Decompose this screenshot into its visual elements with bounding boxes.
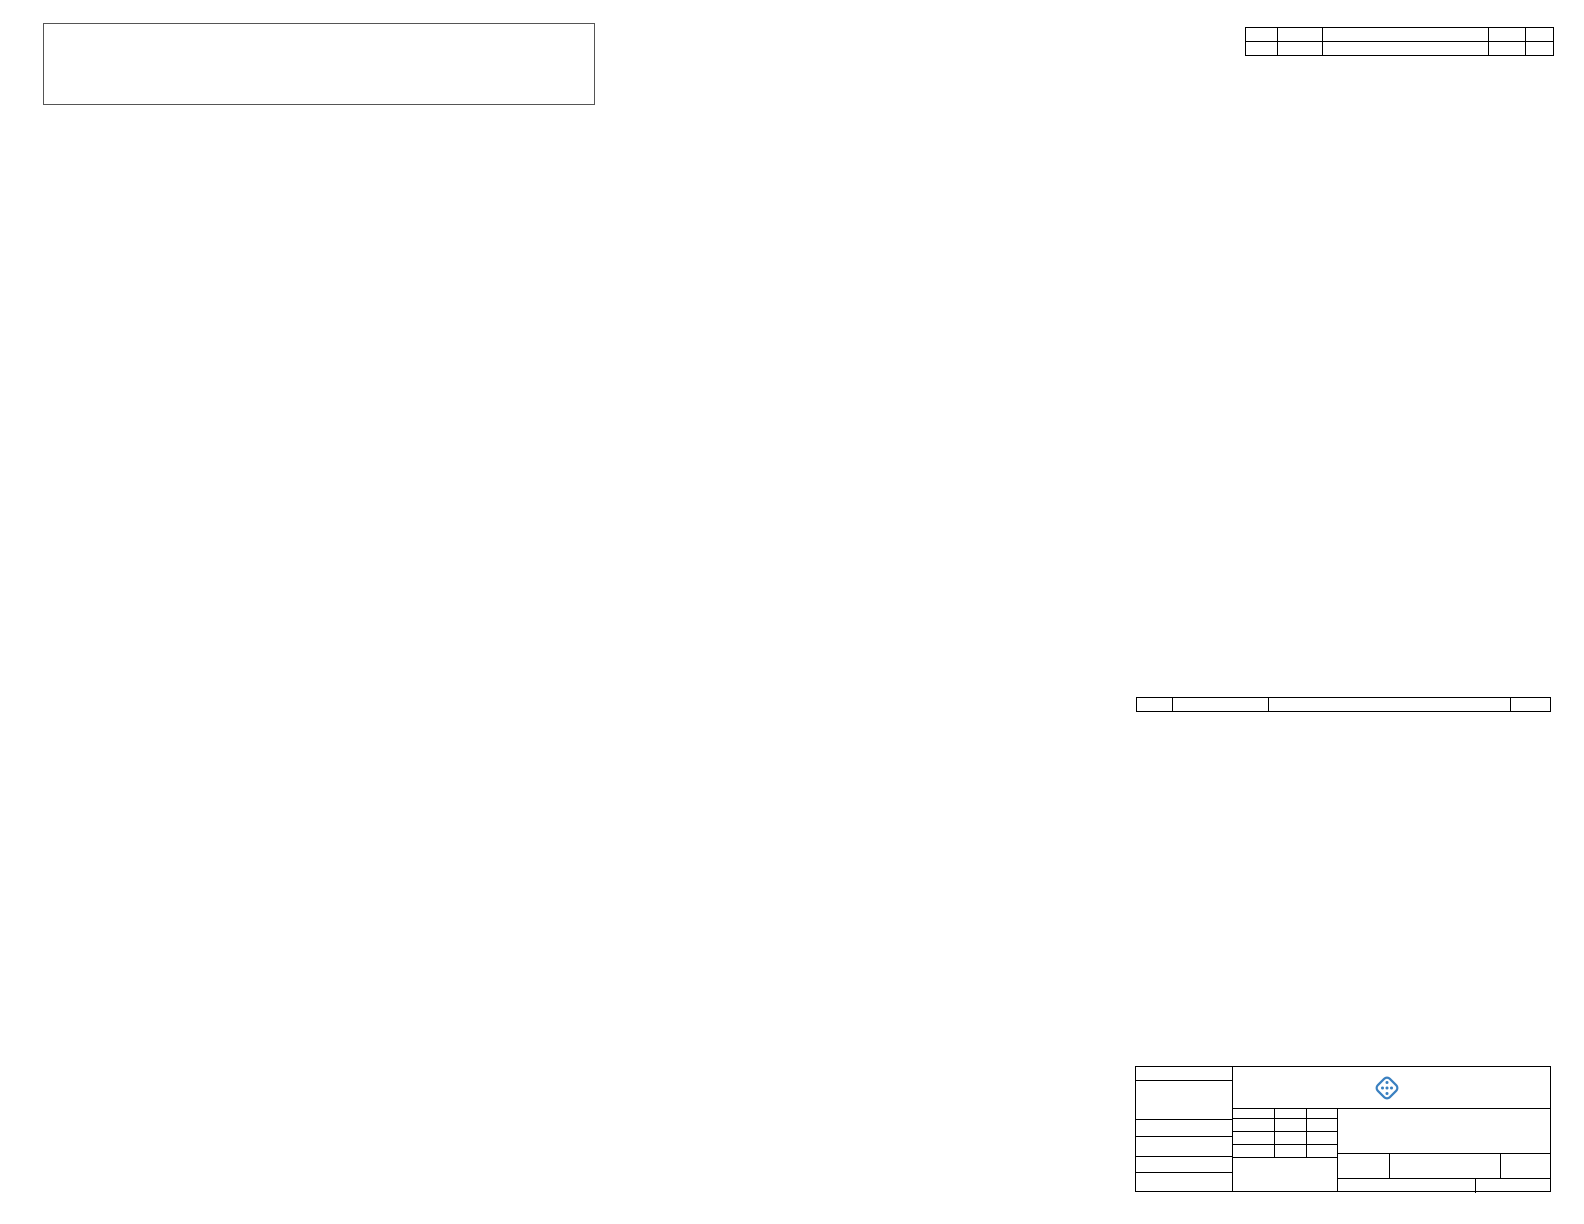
rev-header bbox=[1526, 28, 1553, 42]
revision-table bbox=[1245, 27, 1554, 56]
rev-header bbox=[1489, 28, 1526, 42]
size-cell bbox=[1338, 1154, 1390, 1178]
dwg-no-cell bbox=[1390, 1154, 1501, 1178]
rev-header bbox=[1278, 28, 1323, 42]
signoff-cell bbox=[1233, 1109, 1275, 1119]
unless-note bbox=[1136, 1067, 1232, 1081]
rev-cell bbox=[1246, 42, 1278, 55]
nomenclature-table-right bbox=[513, 750, 793, 779]
company-logo bbox=[1233, 1067, 1550, 1109]
bom-table bbox=[1136, 697, 1551, 712]
nomenclature-table-left bbox=[160, 750, 440, 779]
rev-header bbox=[1246, 28, 1278, 42]
finish-label bbox=[1136, 1157, 1232, 1173]
signoff-date-header bbox=[1307, 1109, 1338, 1119]
tolerance-lines bbox=[1136, 1081, 1232, 1120]
rev-cell bbox=[1323, 42, 1489, 55]
proprietary-notice bbox=[43, 23, 595, 105]
bom-footer-cell bbox=[1511, 698, 1550, 711]
bom-footer-cell bbox=[1269, 698, 1511, 711]
rev-cell bbox=[1501, 1154, 1550, 1178]
signoff-name-header bbox=[1275, 1109, 1307, 1119]
bom-footer-cell bbox=[1173, 698, 1269, 711]
size-dwg-rev-row bbox=[1338, 1154, 1550, 1179]
rev-cell bbox=[1278, 42, 1323, 55]
drawn-by bbox=[1275, 1119, 1307, 1132]
signoff-role bbox=[1233, 1145, 1275, 1158]
signoff-role bbox=[1233, 1119, 1275, 1132]
rev-header bbox=[1323, 28, 1489, 42]
bom-footer-row bbox=[1137, 698, 1550, 711]
capstan-logo-icon bbox=[1373, 1074, 1401, 1102]
scale-sheet-row bbox=[1338, 1179, 1550, 1191]
drawn-date bbox=[1307, 1119, 1338, 1132]
rev-cell bbox=[1489, 42, 1526, 55]
signoff-cell bbox=[1307, 1145, 1338, 1158]
sheet-cell bbox=[1475, 1179, 1550, 1193]
scale-cell bbox=[1338, 1179, 1475, 1193]
rev-cell bbox=[1526, 42, 1553, 55]
signoff-table bbox=[1233, 1109, 1338, 1191]
do-not-scale-note bbox=[1136, 1173, 1232, 1191]
drawing-title bbox=[1338, 1109, 1550, 1154]
interpret-note bbox=[1136, 1120, 1232, 1138]
material-label bbox=[1136, 1137, 1232, 1157]
signoff-cell bbox=[1307, 1132, 1338, 1145]
signoff-cell bbox=[1275, 1145, 1307, 1158]
bom-footer-cell bbox=[1137, 698, 1173, 711]
title-block bbox=[1135, 1066, 1551, 1192]
tolerance-notes bbox=[1136, 1067, 1233, 1191]
signoff-cell bbox=[1275, 1132, 1307, 1145]
signoff-role bbox=[1233, 1132, 1275, 1145]
